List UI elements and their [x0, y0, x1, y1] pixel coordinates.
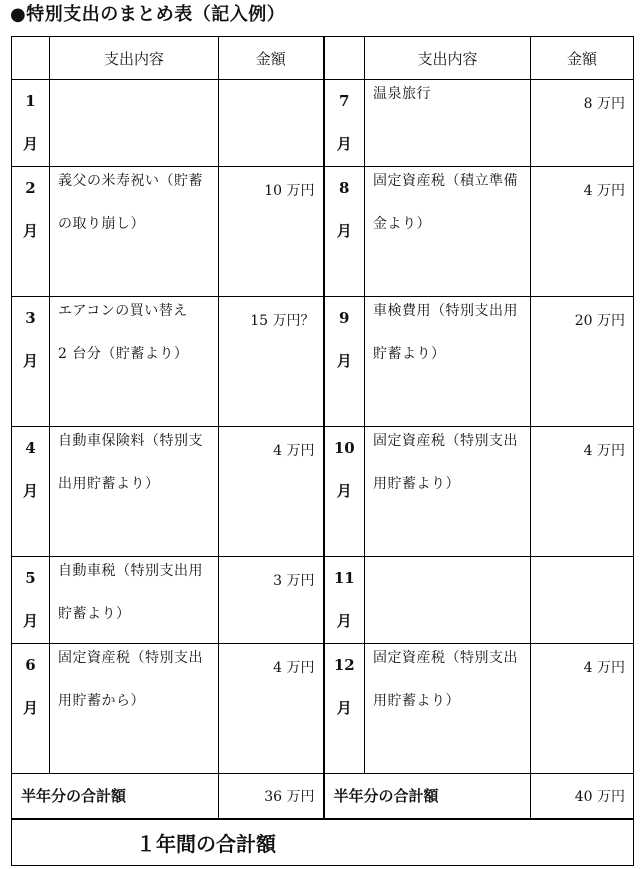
table-row — [12, 427, 634, 557]
month-unit: 月 — [336, 699, 352, 717]
table-row — [12, 297, 634, 427]
month-unit: 月 — [22, 482, 38, 500]
content-line: 温泉旅行 — [373, 86, 431, 102]
header-month-blank-right — [324, 37, 365, 80]
subtotal-label: 半年分の合計額 — [21, 787, 127, 806]
subtotal-amount-left: 36 万円 — [264, 788, 315, 805]
month-unit: 月 — [336, 352, 352, 370]
amount-cell — [219, 297, 324, 427]
header-amount-right: 金額 — [531, 37, 634, 80]
content-cell — [365, 297, 531, 427]
month-cell — [324, 80, 365, 167]
annual-total-row — [12, 819, 634, 866]
amount-value: 4 万円 — [273, 660, 315, 676]
content-cell — [365, 167, 531, 297]
content-cell — [365, 427, 531, 557]
header-amount-left: 金額 — [219, 37, 324, 80]
amount-cell — [531, 297, 634, 427]
subtotal-label-cell-right — [324, 774, 531, 819]
month-unit: 月 — [22, 222, 38, 240]
content-line: 固定資産税（特別支出 — [373, 433, 518, 449]
content-line: 2 台分（貯蓄より） — [58, 346, 189, 362]
month-number: 2 — [25, 179, 36, 197]
content-line: 固定資産税（特別支出 — [373, 650, 518, 666]
amount-cell — [531, 644, 634, 774]
amount-value — [531, 557, 633, 570]
content-line: 金より） — [373, 216, 431, 232]
annual-total-cell — [12, 819, 634, 866]
content-cell — [50, 427, 219, 557]
page-title: ●特別支出のまとめ表（記入例） — [10, 4, 286, 25]
content-cell — [50, 644, 219, 774]
month-number: 11 — [333, 569, 355, 587]
month-number: 8 — [339, 179, 350, 197]
month-cell — [324, 644, 365, 774]
month-unit: 月 — [22, 612, 38, 630]
amount-value: 20 万円 — [574, 313, 625, 329]
amount-value: 4 万円 — [273, 443, 315, 459]
month-cell — [12, 644, 50, 774]
amount-cell — [531, 167, 634, 297]
month-number: 5 — [25, 569, 36, 587]
month-number: 7 — [339, 92, 350, 110]
month-cell — [12, 427, 50, 557]
table-row — [12, 167, 634, 297]
content-line: 出用貯蓄より） — [58, 476, 160, 492]
amount-value: 4 万円 — [583, 660, 625, 676]
month-cell — [324, 297, 365, 427]
content-cell — [50, 80, 219, 167]
amount-value: 4 万円 — [583, 183, 625, 199]
table-row — [12, 644, 634, 774]
month-number: 12 — [333, 656, 355, 674]
month-cell — [12, 167, 50, 297]
header-month-blank-left — [12, 37, 50, 80]
content-line: 義父の米寿祝い（貯蓄 — [58, 173, 203, 189]
amount-cell — [219, 644, 324, 774]
amount-cell — [531, 427, 634, 557]
month-number: 1 — [25, 92, 36, 110]
content-line: 用貯蓄より） — [373, 693, 460, 709]
content-line: 固定資産税（積立準備 — [373, 173, 518, 189]
month-cell — [12, 557, 50, 644]
content-cell — [365, 644, 531, 774]
amount-cell — [219, 167, 324, 297]
month-cell — [12, 297, 50, 427]
month-cell — [324, 427, 365, 557]
content-cell — [50, 297, 219, 427]
annual-total-label: １年間の合計額 — [136, 831, 276, 856]
month-unit: 月 — [22, 352, 38, 370]
amount-value: 4 万円 — [583, 443, 625, 459]
subtotal-label-cell-left — [12, 774, 219, 819]
content-line: の取り崩し） — [58, 216, 145, 232]
subtotal-row — [12, 774, 634, 819]
month-cell — [324, 167, 365, 297]
content-line: 自動車保険料（特別支 — [58, 433, 203, 449]
content-cell — [50, 557, 219, 644]
month-number: 4 — [25, 439, 36, 457]
content-cell — [365, 80, 531, 167]
month-cell — [324, 557, 365, 644]
content-line: 用貯蓄より） — [373, 476, 460, 492]
table-row — [12, 80, 634, 167]
amount-cell — [531, 80, 634, 167]
content-line: 自動車税（特別支出用 — [58, 563, 203, 579]
amount-cell — [531, 557, 634, 644]
month-unit: 月 — [336, 222, 352, 240]
content-cell — [50, 167, 219, 297]
amount-value: 15 万円？ — [250, 313, 315, 329]
amount-value: 10 万円 — [264, 183, 315, 199]
content-line: 用貯蓄から） — [58, 693, 145, 709]
month-number: 3 — [25, 309, 36, 327]
month-number: 9 — [339, 309, 350, 327]
amount-cell — [219, 557, 324, 644]
amount-cell — [219, 80, 324, 167]
content-line: エアコンの買い替え — [58, 303, 188, 319]
amount-value: 3 万円 — [273, 573, 315, 589]
subtotal-label: 半年分の合計額 — [333, 787, 439, 806]
content-line: 貯蓄より） — [373, 346, 446, 362]
month-unit: 月 — [336, 482, 352, 500]
special-expense-table — [11, 36, 634, 866]
content-line: 車検費用（特別支出用 — [373, 303, 518, 319]
month-cell — [12, 80, 50, 167]
header-row — [12, 37, 634, 80]
month-number: 6 — [25, 656, 36, 674]
month-unit: 月 — [22, 699, 38, 717]
month-number: 10 — [333, 439, 355, 457]
month-unit: 月 — [336, 612, 352, 630]
table-row — [12, 557, 634, 644]
month-unit: 月 — [22, 135, 38, 153]
subtotal-amount-cell-left — [219, 774, 324, 819]
header-content-left: 支出内容 — [50, 37, 219, 80]
subtotal-amount-cell-right — [531, 774, 634, 819]
subtotal-amount-right: 40 万円 — [574, 788, 625, 805]
content-line: 貯蓄より） — [58, 606, 131, 622]
header-content-right: 支出内容 — [365, 37, 531, 80]
amount-cell — [219, 427, 324, 557]
content-line: 固定資産税（特別支出 — [58, 650, 203, 666]
content-cell — [365, 557, 531, 644]
amount-value: 8 万円 — [583, 96, 625, 112]
amount-value — [219, 80, 323, 93]
month-unit: 月 — [336, 135, 352, 153]
